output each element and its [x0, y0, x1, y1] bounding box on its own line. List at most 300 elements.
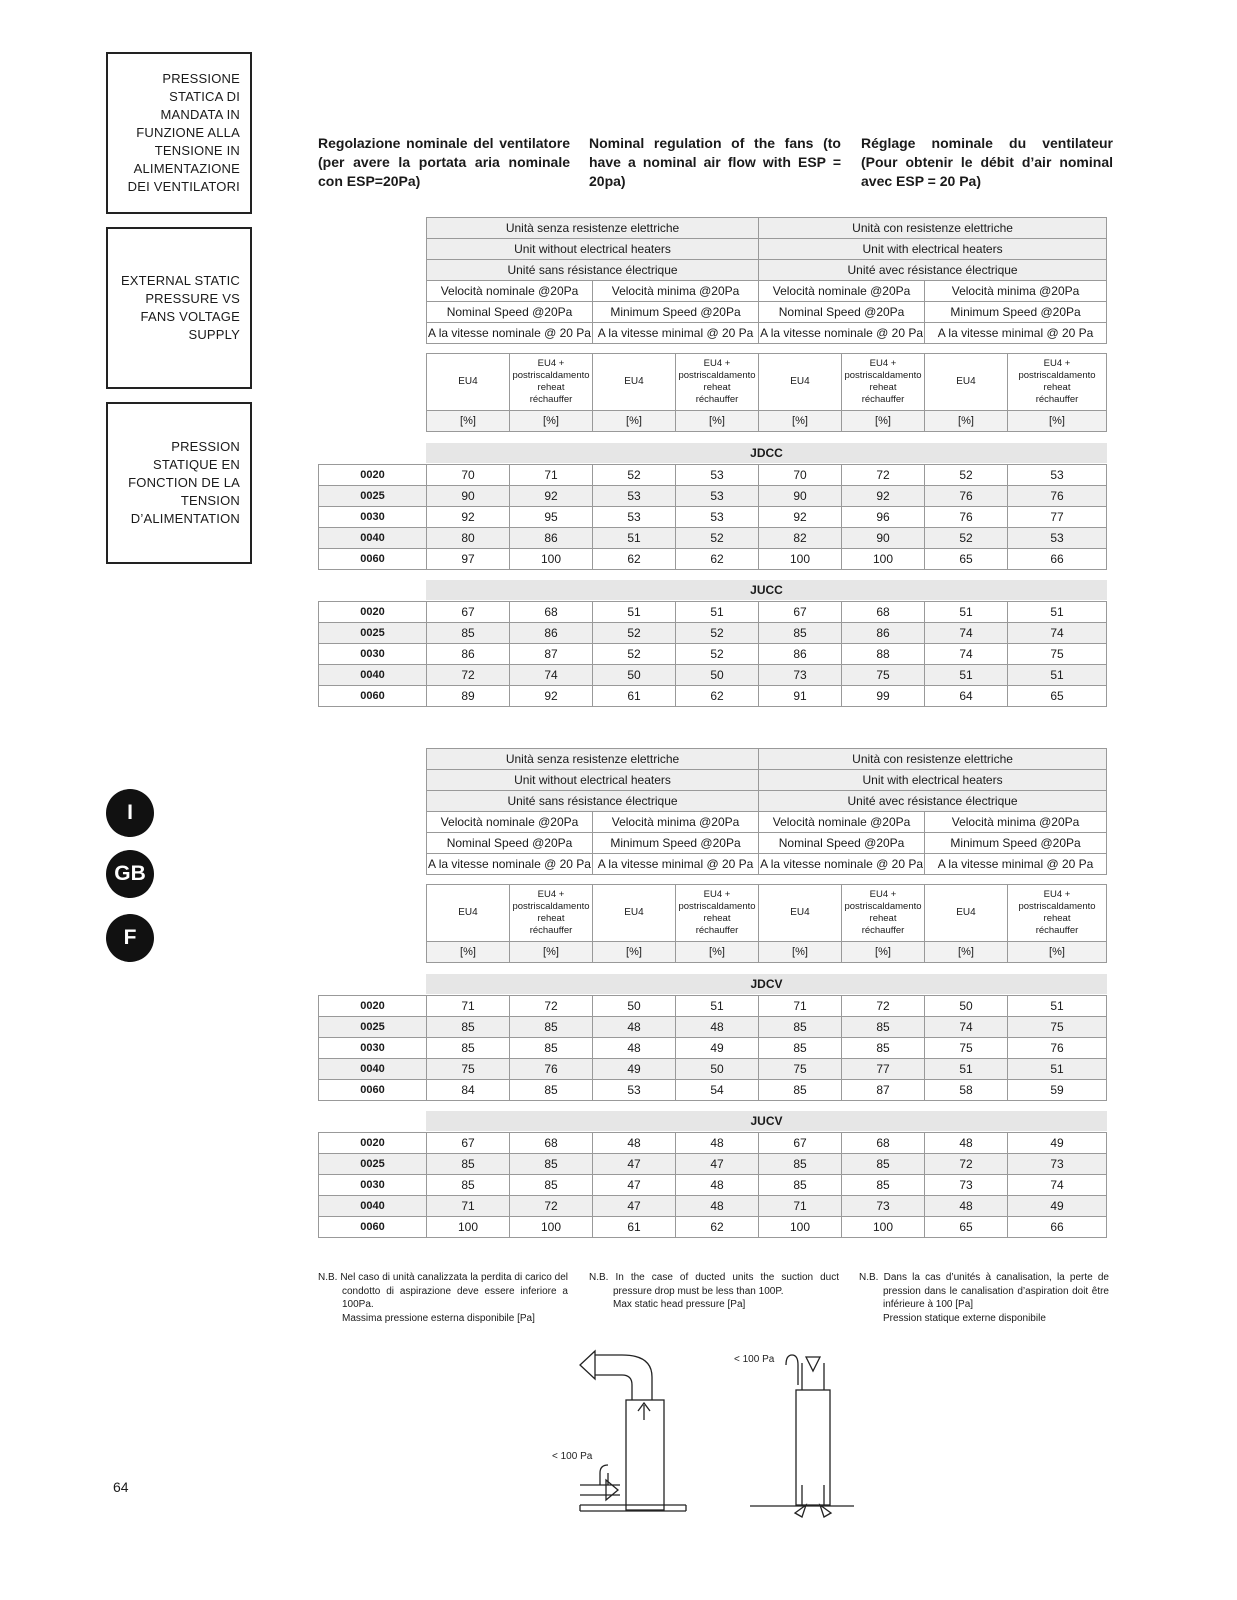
model-group-title: JUCC — [426, 580, 1107, 600]
table-cell: 58 — [925, 1080, 1008, 1101]
language-badge-gb: GB — [106, 850, 154, 898]
table-cell: 74 — [925, 623, 1008, 644]
table-row — [319, 686, 1107, 707]
filter-reheat-line: EU4 + — [537, 358, 565, 369]
note-french-main: N.B. Dans la cas d’unités à canalisation, la perte de pression dans le canalisation d’aspiration doit être inférieure à 100 [Pa] — [859, 1272, 1109, 1310]
unit-percent: [%] — [510, 942, 593, 963]
filter-eu4: EU4 — [759, 885, 842, 942]
model-code: 0040 — [319, 528, 427, 549]
table-cell: 49 — [676, 1038, 759, 1059]
table-cell: 74 — [925, 644, 1008, 665]
model-code: 0030 — [319, 1175, 427, 1196]
header-minimum-speed-it: Velocità minima @20Pa — [593, 812, 759, 833]
table-cell: 50 — [676, 665, 759, 686]
table-cell: 62 — [676, 686, 759, 707]
unit-percent: [%] — [676, 411, 759, 432]
header-with-heaters-fr: Unité avec résistance électrique — [759, 791, 1107, 812]
header-minimum-speed-it: Velocità minima @20Pa — [925, 812, 1107, 833]
table-cell: 53 — [593, 1080, 676, 1101]
model-code: 0020 — [319, 996, 427, 1017]
filter-reheat-line: réchauffer — [529, 925, 573, 936]
filter-eu4-reheat — [842, 354, 925, 411]
language-badge-it: I — [106, 789, 154, 837]
header-table-1 — [426, 217, 1107, 344]
header-with-heaters-en: Unit with electrical heaters — [759, 770, 1107, 791]
table-cell: 91 — [759, 686, 842, 707]
filter-reheat-line: postriscaldamento — [1018, 901, 1096, 912]
table-cell: 92 — [842, 486, 925, 507]
table-cell: 53 — [676, 486, 759, 507]
table-cell: 62 — [593, 549, 676, 570]
filter-reheat-line: postriscaldamento — [844, 370, 922, 381]
data-table — [318, 464, 1107, 570]
table-cell: 77 — [842, 1059, 925, 1080]
table-cell: 71 — [427, 1196, 510, 1217]
header-without-heaters-it: Unità senza resistenze elettriche — [427, 218, 759, 239]
table-cell: 95 — [510, 507, 593, 528]
table-cell: 65 — [925, 549, 1008, 570]
model-code: 0060 — [319, 686, 427, 707]
table-cell: 51 — [676, 996, 759, 1017]
table-cell: 73 — [1008, 1154, 1107, 1175]
table-cell: 74 — [925, 1017, 1008, 1038]
note-english-tail: Max static head pressure [Pa] — [613, 1299, 746, 1310]
table-cell: 66 — [1008, 1217, 1107, 1238]
note-italian-tail: Massima pressione esterna disponibile [Pa] — [342, 1312, 535, 1324]
table-cell: 75 — [1008, 644, 1107, 665]
filter-eu4-reheat — [676, 885, 759, 942]
header-minimum-speed-en: Minimum Speed @20Pa — [593, 302, 759, 323]
table-row — [319, 465, 1107, 486]
filter-reheat-line: réchauffer — [1035, 925, 1079, 936]
filter-eu4-reheat — [842, 885, 925, 942]
table-cell: 90 — [427, 486, 510, 507]
table-cell: 73 — [842, 1196, 925, 1217]
table-cell: 48 — [593, 1133, 676, 1154]
unit-percent: [%] — [759, 942, 842, 963]
unit-percent: [%] — [427, 411, 510, 432]
filter-eu4-reheat — [1008, 885, 1107, 942]
unit-percent: [%] — [925, 942, 1008, 963]
filter-reheat-line: EU4 + — [869, 889, 897, 900]
table-cell: 100 — [759, 1217, 842, 1238]
filter-reheat-line: réchauffer — [1035, 394, 1079, 405]
header-nominal-speed-it: Velocità nominale @20Pa — [427, 281, 593, 302]
table-cell: 51 — [925, 665, 1008, 686]
table-cell: 74 — [1008, 1175, 1107, 1196]
table-cell: 76 — [925, 507, 1008, 528]
table-cell: 52 — [676, 528, 759, 549]
table-cell: 48 — [676, 1017, 759, 1038]
header-minimum-speed-fr: A la vitesse minimal @ 20 Pa — [593, 323, 759, 344]
table-row — [319, 602, 1107, 623]
table-cell: 72 — [842, 465, 925, 486]
filter-header-table-1 — [426, 353, 1107, 432]
table-cell: 49 — [593, 1059, 676, 1080]
table-cell: 72 — [427, 665, 510, 686]
table-cell: 76 — [925, 486, 1008, 507]
table-cell: 85 — [842, 1154, 925, 1175]
table-row — [319, 623, 1107, 644]
filter-eu4: EU4 — [925, 354, 1008, 411]
model-code: 0030 — [319, 1038, 427, 1059]
filter-eu4: EU4 — [759, 354, 842, 411]
table-cell: 53 — [676, 507, 759, 528]
note-italian-main: N.B. Nel caso di unità canalizzata la perdita di carico del condotto di aspirazione deve essere inferiore a 100Pa. — [318, 1272, 568, 1310]
model-code: 0060 — [319, 1217, 427, 1238]
table-cell: 47 — [593, 1196, 676, 1217]
table-row — [319, 1080, 1107, 1101]
table-cell: 92 — [510, 686, 593, 707]
header-minimum-speed-en: Minimum Speed @20Pa — [925, 833, 1107, 854]
filter-eu4: EU4 — [593, 354, 676, 411]
table-cell: 85 — [510, 1038, 593, 1059]
table-cell: 75 — [427, 1059, 510, 1080]
table-cell: 85 — [427, 1038, 510, 1059]
model-group-title: JDCC — [426, 443, 1107, 463]
unit-percent: [%] — [759, 411, 842, 432]
filter-eu4-reheat — [510, 354, 593, 411]
table-cell: 64 — [925, 686, 1008, 707]
table-row — [319, 1196, 1107, 1217]
filter-reheat-line: réchauffer — [529, 394, 573, 405]
table-cell: 71 — [427, 996, 510, 1017]
filter-header-table-2 — [426, 884, 1107, 963]
table-cell: 68 — [842, 1133, 925, 1154]
table-row — [319, 1059, 1107, 1080]
table-row — [319, 644, 1107, 665]
table-cell: 90 — [759, 486, 842, 507]
table-cell: 67 — [427, 1133, 510, 1154]
header-nominal-speed-fr: A la vitesse nominale @ 20 Pa — [759, 854, 925, 875]
table-cell: 66 — [1008, 549, 1107, 570]
header-nominal-speed-en: Nominal Speed @20Pa — [427, 833, 593, 854]
filter-reheat-line: reheat — [869, 382, 897, 393]
filter-reheat-line: reheat — [703, 913, 731, 924]
unit-percent: [%] — [1008, 411, 1107, 432]
table-cell: 100 — [842, 1217, 925, 1238]
filter-reheat-line: EU4 + — [869, 358, 897, 369]
table-cell: 87 — [842, 1080, 925, 1101]
table-cell: 100 — [510, 549, 593, 570]
unit-percent: [%] — [593, 942, 676, 963]
model-code: 0025 — [319, 486, 427, 507]
table-row — [319, 528, 1107, 549]
filter-reheat-line: EU4 + — [1043, 358, 1071, 369]
table-row — [319, 1133, 1107, 1154]
filter-reheat-line: reheat — [537, 382, 565, 393]
table-cell: 85 — [427, 1154, 510, 1175]
table-cell: 51 — [925, 602, 1008, 623]
table-cell: 47 — [593, 1175, 676, 1196]
table-cell: 87 — [510, 644, 593, 665]
table-cell: 51 — [1008, 665, 1107, 686]
header-minimum-speed-it: Velocità minima @20Pa — [925, 281, 1107, 302]
header-nominal-speed-en: Nominal Speed @20Pa — [427, 302, 593, 323]
table-cell: 67 — [427, 602, 510, 623]
unit-percent: [%] — [427, 942, 510, 963]
header-nominal-speed-it: Velocità nominale @20Pa — [427, 812, 593, 833]
table-cell: 74 — [1008, 623, 1107, 644]
table-cell: 85 — [842, 1038, 925, 1059]
header-nominal-speed-fr: A la vitesse nominale @ 20 Pa — [427, 323, 593, 344]
table-cell: 67 — [759, 602, 842, 623]
header-with-heaters-it: Unità con resistenze elettriche — [759, 749, 1107, 770]
table-row — [319, 665, 1107, 686]
model-code: 0060 — [319, 1080, 427, 1101]
unit-percent: [%] — [593, 411, 676, 432]
data-table — [318, 995, 1107, 1101]
filter-eu4: EU4 — [925, 885, 1008, 942]
table-cell: 62 — [676, 549, 759, 570]
note-french-tail: Pression statique externe disponibile — [883, 1312, 1046, 1324]
filter-eu4: EU4 — [593, 885, 676, 942]
table-cell: 76 — [1008, 1038, 1107, 1059]
table-cell: 52 — [676, 644, 759, 665]
table-cell: 53 — [593, 486, 676, 507]
table-cell: 52 — [593, 465, 676, 486]
ducted-unit-diagram — [540, 1345, 880, 1525]
table-row — [319, 507, 1107, 528]
table-row — [319, 549, 1107, 570]
table-cell: 72 — [510, 1196, 593, 1217]
data-table — [318, 1132, 1107, 1238]
table-cell: 86 — [427, 644, 510, 665]
table-cell: 92 — [427, 507, 510, 528]
table-cell: 97 — [427, 549, 510, 570]
table-cell: 76 — [1008, 486, 1107, 507]
table-cell: 85 — [427, 1017, 510, 1038]
table-cell: 92 — [759, 507, 842, 528]
table-cell: 51 — [676, 602, 759, 623]
filter-reheat-line: postriscaldamento — [678, 370, 756, 381]
filter-reheat-line: réchauffer — [695, 394, 739, 405]
table-cell: 84 — [427, 1080, 510, 1101]
table-cell: 72 — [925, 1154, 1008, 1175]
header-nominal-speed-fr: A la vitesse nominale @ 20 Pa — [427, 854, 593, 875]
header-minimum-speed-en: Minimum Speed @20Pa — [925, 302, 1107, 323]
header-nominal-speed-it: Velocità nominale @20Pa — [759, 281, 925, 302]
diagram-label-left: < 100 Pa — [552, 1451, 593, 1462]
table-cell: 74 — [510, 665, 593, 686]
filter-eu4: EU4 — [427, 885, 510, 942]
data-table — [318, 601, 1107, 707]
table-cell: 73 — [759, 665, 842, 686]
table-cell: 68 — [510, 602, 593, 623]
table-cell: 85 — [427, 623, 510, 644]
table-cell: 86 — [510, 623, 593, 644]
side-box-french-text: PRESSION STATIQUE EN FONCTION DE LA TENSION D’ALIMENTATION — [128, 439, 240, 526]
header-minimum-speed-en: Minimum Speed @20Pa — [593, 833, 759, 854]
filter-reheat-line: reheat — [537, 913, 565, 924]
table-cell: 47 — [676, 1154, 759, 1175]
side-box-french — [106, 402, 252, 564]
filter-reheat-line: reheat — [869, 913, 897, 924]
filter-reheat-line: reheat — [1043, 382, 1071, 393]
model-code: 0025 — [319, 623, 427, 644]
table-cell: 86 — [759, 644, 842, 665]
table-cell: 85 — [759, 1080, 842, 1101]
table-cell: 54 — [676, 1080, 759, 1101]
header-minimum-speed-fr: A la vitesse minimal @ 20 Pa — [593, 854, 759, 875]
intro-italian: Regolazione nominale del ventilatore (per avere la portata aria nominale con ESP=20Pa) — [318, 135, 570, 189]
table-cell: 53 — [1008, 528, 1107, 549]
table-cell: 61 — [593, 686, 676, 707]
page-number: 64 — [113, 1479, 129, 1495]
table-cell: 89 — [427, 686, 510, 707]
side-box-italian-text: PRESSIONE STATICA DI MANDATA IN FUNZIONE ALLA TENSIONE IN ALIMENTAZIONE DEI VENTILATORI — [127, 71, 240, 194]
table-cell: 53 — [676, 465, 759, 486]
header-minimum-speed-fr: A la vitesse minimal @ 20 Pa — [925, 854, 1107, 875]
table-cell: 51 — [1008, 602, 1107, 623]
table-cell: 85 — [842, 1017, 925, 1038]
filter-eu4-reheat — [510, 885, 593, 942]
table-cell: 100 — [842, 549, 925, 570]
model-code: 0040 — [319, 665, 427, 686]
header-without-heaters-en: Unit without electrical heaters — [427, 239, 759, 260]
table-row — [319, 1154, 1107, 1175]
table-cell: 88 — [842, 644, 925, 665]
header-table-2 — [426, 748, 1107, 875]
header-without-heaters-fr: Unité sans résistance électrique — [427, 791, 759, 812]
side-box-italian — [106, 52, 252, 214]
table-cell: 48 — [593, 1038, 676, 1059]
table-cell: 85 — [759, 623, 842, 644]
table-cell: 48 — [676, 1133, 759, 1154]
unit-percent: [%] — [925, 411, 1008, 432]
diagram-label-right: < 100 Pa — [734, 1354, 775, 1365]
table-cell: 48 — [676, 1196, 759, 1217]
filter-reheat-line: réchauffer — [695, 925, 739, 936]
table-cell: 70 — [759, 465, 842, 486]
table-cell: 50 — [593, 996, 676, 1017]
table-cell: 65 — [1008, 686, 1107, 707]
side-box-english-text: EXTERNAL STATIC PRESSURE VS FANS VOLTAGE SUPPLY — [120, 273, 240, 342]
table-cell: 61 — [593, 1217, 676, 1238]
note-italian — [318, 1271, 568, 1325]
table-cell: 68 — [842, 602, 925, 623]
table-cell: 86 — [842, 623, 925, 644]
table-cell: 52 — [593, 623, 676, 644]
side-box-english — [106, 227, 252, 389]
table-cell: 85 — [759, 1017, 842, 1038]
table-cell: 48 — [676, 1175, 759, 1196]
table-cell: 86 — [510, 528, 593, 549]
model-code: 0025 — [319, 1154, 427, 1175]
table-cell: 90 — [842, 528, 925, 549]
table-cell: 62 — [676, 1217, 759, 1238]
table-cell: 49 — [1008, 1196, 1107, 1217]
table-cell: 67 — [759, 1133, 842, 1154]
table-cell: 51 — [1008, 1059, 1107, 1080]
note-english — [589, 1271, 839, 1312]
filter-eu4-reheat — [1008, 354, 1107, 411]
table-cell: 68 — [510, 1133, 593, 1154]
table-cell: 100 — [427, 1217, 510, 1238]
table-cell: 75 — [759, 1059, 842, 1080]
table-cell: 52 — [925, 528, 1008, 549]
table-cell: 82 — [759, 528, 842, 549]
table-cell: 75 — [842, 665, 925, 686]
model-code: 0020 — [319, 465, 427, 486]
table-cell: 71 — [759, 1196, 842, 1217]
table-cell: 50 — [593, 665, 676, 686]
table-cell: 51 — [593, 528, 676, 549]
table-cell: 92 — [510, 486, 593, 507]
header-with-heaters-en: Unit with electrical heaters — [759, 239, 1107, 260]
table-cell: 52 — [593, 644, 676, 665]
table-cell: 53 — [1008, 465, 1107, 486]
table-row — [319, 1017, 1107, 1038]
table-cell: 99 — [842, 686, 925, 707]
filter-reheat-line: postriscaldamento — [844, 901, 922, 912]
table-cell: 51 — [925, 1059, 1008, 1080]
table-cell: 50 — [925, 996, 1008, 1017]
table-cell: 85 — [842, 1175, 925, 1196]
table-cell: 73 — [925, 1175, 1008, 1196]
table-row — [319, 996, 1107, 1017]
table-row — [319, 1175, 1107, 1196]
table-cell: 96 — [842, 507, 925, 528]
note-french — [859, 1271, 1109, 1325]
table-cell: 48 — [593, 1017, 676, 1038]
table-cell: 85 — [510, 1017, 593, 1038]
table-cell: 100 — [759, 549, 842, 570]
table-cell: 52 — [925, 465, 1008, 486]
table-cell: 77 — [1008, 507, 1107, 528]
header-nominal-speed-it: Velocità nominale @20Pa — [759, 812, 925, 833]
intro-french: Réglage nominale du ventilateur (Pour obtenir le débit d’air nominal avec ESP = 20 Pa) — [861, 135, 1113, 189]
table-cell: 100 — [510, 1217, 593, 1238]
table-row — [319, 1217, 1107, 1238]
filter-reheat-line: postriscaldamento — [512, 370, 590, 381]
table-cell: 53 — [593, 507, 676, 528]
model-code: 0020 — [319, 1133, 427, 1154]
table-cell: 48 — [925, 1196, 1008, 1217]
table-cell: 72 — [842, 996, 925, 1017]
header-with-heaters-it: Unità con resistenze elettriche — [759, 218, 1107, 239]
table-cell: 85 — [427, 1175, 510, 1196]
filter-reheat-line: postriscaldamento — [512, 901, 590, 912]
table-row — [319, 486, 1107, 507]
intro-english: Nominal regulation of the fans (to have a nominal air flow with ESP = 20pa) — [589, 135, 841, 189]
table-cell: 85 — [510, 1154, 593, 1175]
header-without-heaters-it: Unità senza resistenze elettriche — [427, 749, 759, 770]
model-code: 0040 — [319, 1196, 427, 1217]
filter-reheat-line: EU4 + — [537, 889, 565, 900]
table-cell: 85 — [510, 1080, 593, 1101]
table-cell: 71 — [510, 465, 593, 486]
model-group-title: JDCV — [426, 974, 1107, 994]
table-cell: 49 — [1008, 1133, 1107, 1154]
model-code: 0020 — [319, 602, 427, 623]
table-cell: 70 — [427, 465, 510, 486]
table-cell: 71 — [759, 996, 842, 1017]
filter-reheat-line: réchauffer — [861, 925, 905, 936]
filter-reheat-line: réchauffer — [861, 394, 905, 405]
header-minimum-speed-fr: A la vitesse minimal @ 20 Pa — [925, 323, 1107, 344]
note-english-main: N.B. In the case of ducted units the suction duct pressure drop must be less than 100P. — [589, 1272, 839, 1297]
filter-eu4-reheat — [676, 354, 759, 411]
table-cell: 85 — [510, 1175, 593, 1196]
language-badge-fr: F — [106, 914, 154, 962]
filter-reheat-line: EU4 + — [1043, 889, 1071, 900]
table-cell: 50 — [676, 1059, 759, 1080]
unit-percent: [%] — [1008, 942, 1107, 963]
table-cell: 65 — [925, 1217, 1008, 1238]
table-cell: 75 — [925, 1038, 1008, 1059]
table-cell: 85 — [759, 1154, 842, 1175]
